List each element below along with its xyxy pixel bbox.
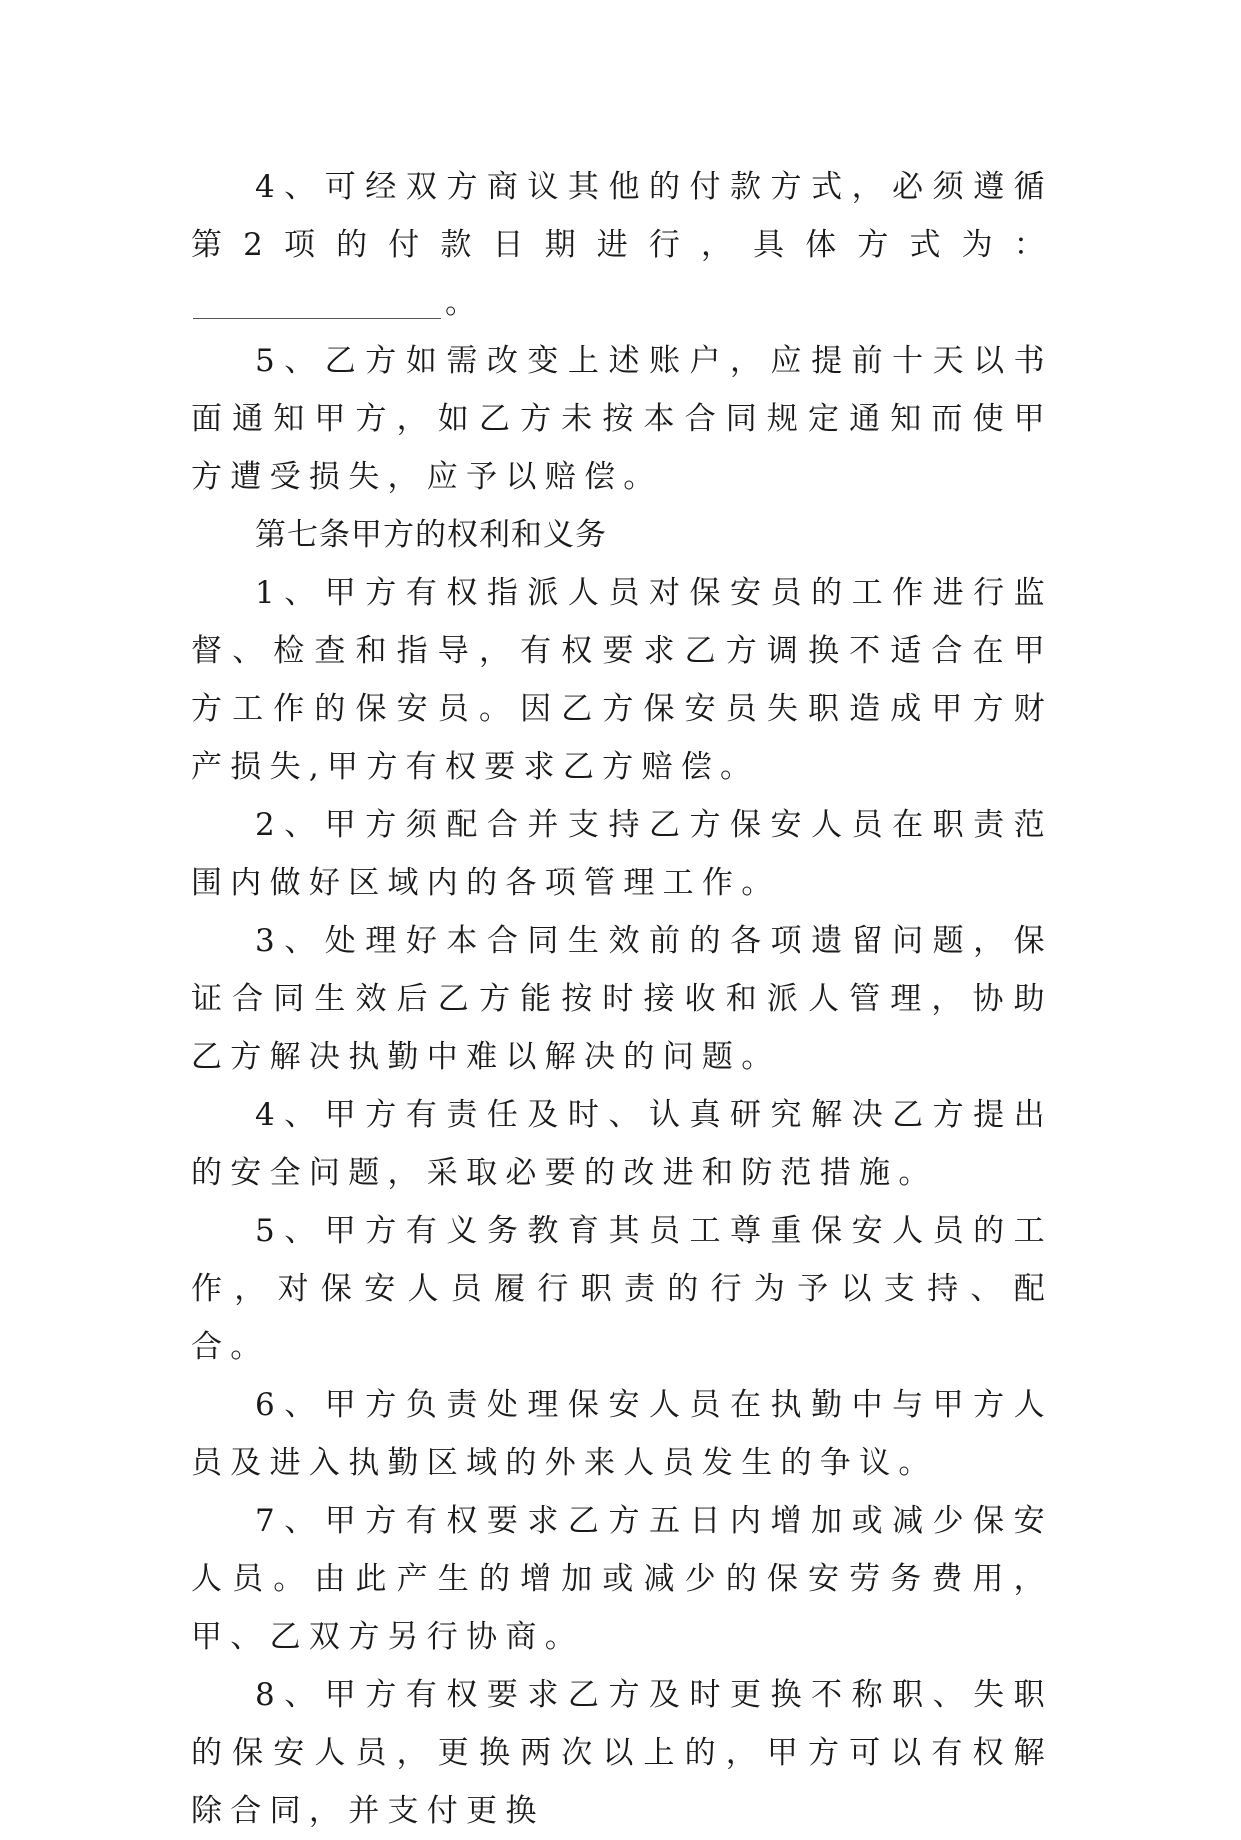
fill-in-blank	[193, 288, 441, 319]
clause-item-2: 2、甲方须配合并支持乙方保安人员在职责范围内做好区域内的各项管理工作。	[191, 807, 1053, 901]
clause-item-5: 5、甲方有义务教育其员工尊重保安人员的工作，对保安人员履行职责的行为予以支持、配合。	[191, 1213, 1053, 1365]
clause-item-7: 7、甲方有权要求乙方五日内增加或减少保安人员。由此产生的增加或减少的保安劳务费用，甲、乙双方另行协商。	[191, 1503, 1053, 1655]
paragraph-account-change: 5、乙方如需改变上述账户，应提前十天以书面通知甲方，如乙方未按本合同规定通知而使甲方遭受损失，应予以赔偿。	[191, 343, 1053, 495]
clause-item-6: 6、甲方负责处理保安人员在执勤中与甲方人员及进入执勤区域的外来人员发生的争议。	[191, 1387, 1053, 1481]
paragraph-text: 4、可经双方商议其他的付款方式，必须遵循第2项的付款日期进行，具体方式为：	[191, 169, 1053, 263]
clause-item-3: 3、处理好本合同生效前的各项遗留问题，保证合同生效后乙方能按时接收和派人管理，协助乙方解决执勤中难以解决的问题。	[191, 923, 1053, 1075]
clause-item-4: 4、甲方有责任及时、认真研究解决乙方提出的安全问题，采取必要的改进和防范措施。	[191, 1097, 1053, 1191]
paragraph-end-punct: 。	[445, 285, 485, 321]
paragraph-payment-method	[191, 158, 1053, 332]
article-heading: 第七条甲方的权利和义务	[255, 517, 607, 553]
clause-item-8: 8、甲方有权要求乙方及时更换不称职、失职的保安人员，更换两次以上的，甲方可以有权解除合同，并支付更换	[191, 1677, 1053, 1829]
document-body	[191, 158, 1053, 1840]
clause-item-1: 1、甲方有权指派人员对保安员的工作进行监督、检查和指导，有权要求乙方调换不适合在甲方工作的保安员。因乙方保安员失职造成甲方财产损失,甲方有权要求乙方赔偿。	[191, 575, 1053, 785]
